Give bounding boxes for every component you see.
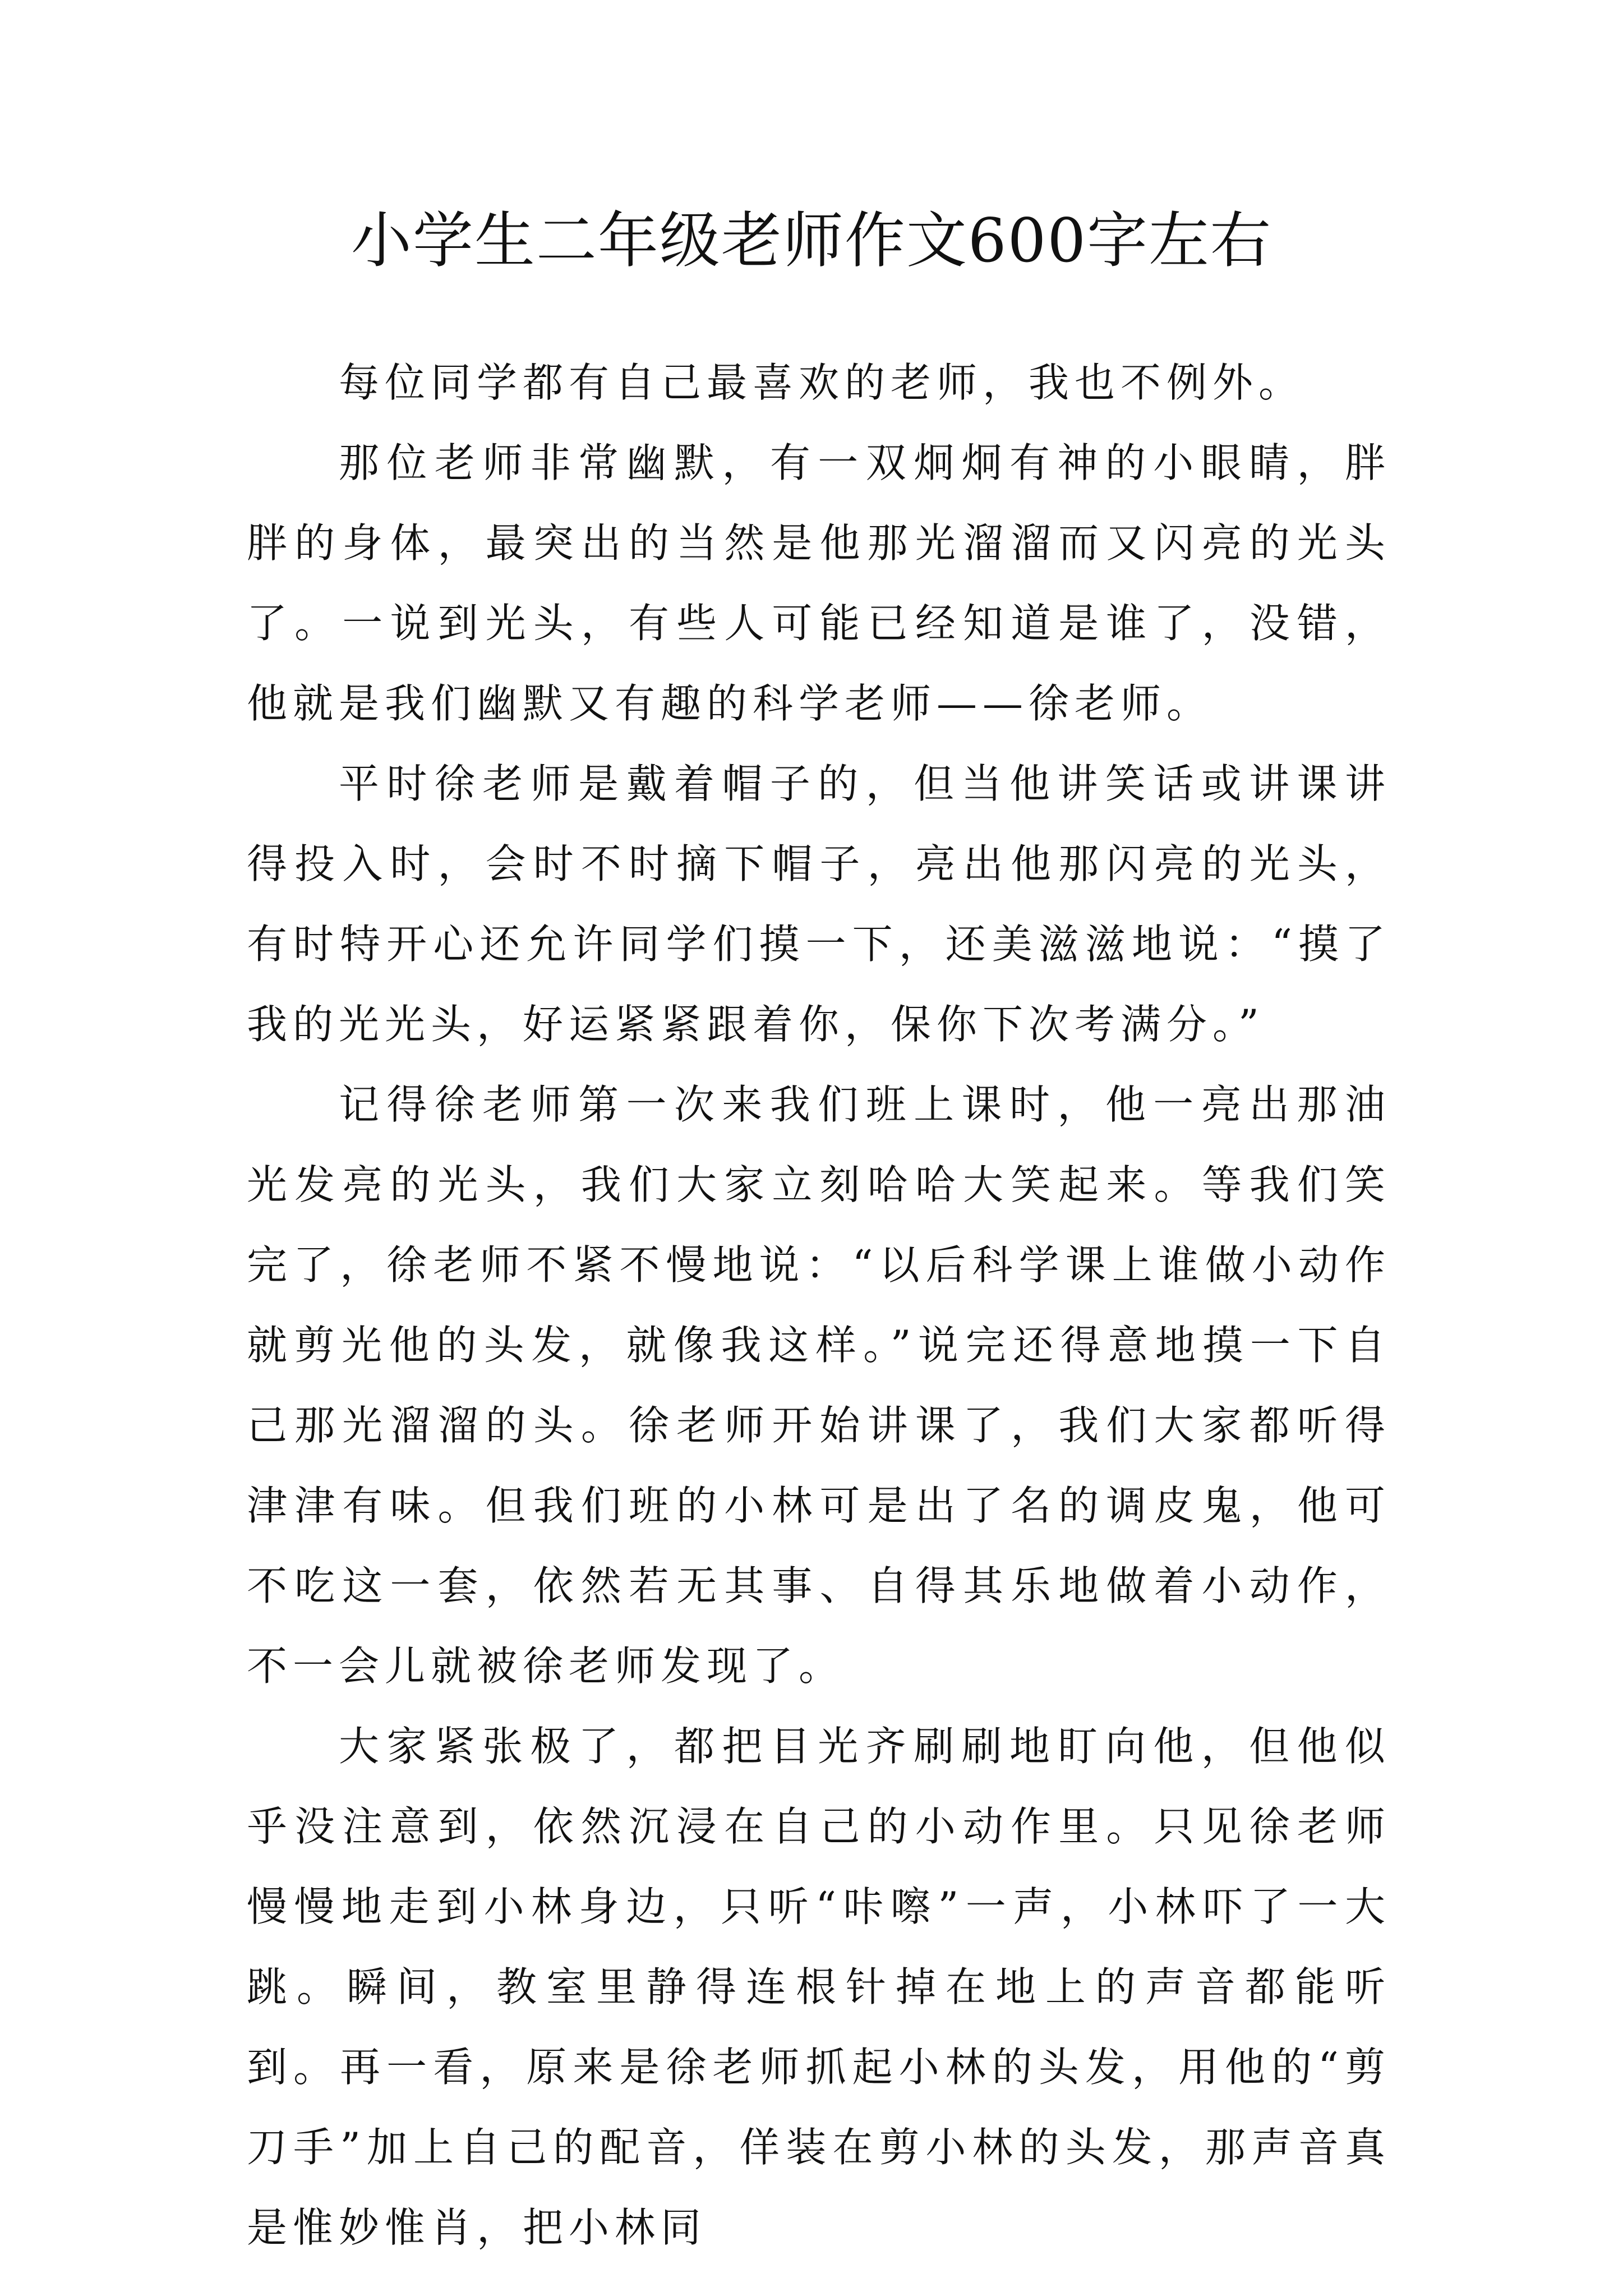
paragraph-1: 每位同学都有自己最喜欢的老师，我也不例外。: [339, 359, 1305, 406]
document-title: 小学生二年级老师作文600字左右: [351, 206, 1272, 276]
paragraph-4: 记得徐老师第一次来我们班上课时，他一亮出那油光发亮的光头，我们大家立刻哈哈大笑起来。等我们笑完了，徐老师不紧不慢地说：“以后科学课上谁做小动作就剪光他的头发，就像我这样。”说完还得意地摸一下自己那光溜溜的头。徐老师开始讲课了，我们大家都听得津津有味。但我们班的小林可是出了名的调皮鬼，他可不吃这一套，依然若无其事、自得其乐地做着小动作，不一会儿就被徐老师发现了。: [247, 1081, 1391, 1690]
document-body: [247, 343, 1391, 2268]
paragraph-2: 那位老师非常幽默，有一双炯炯有神的小眼睛，胖胖的身体，最突出的当然是他那光溜溜而又闪亮的光头了。一说到光头，有些人可能已经知道是谁了，没错，他就是我们幽默又有趣的科学老师——徐老师。: [247, 439, 1391, 727]
paragraph-5: 大家紧张极了，都把目光齐刷刷地盯向他，但他似乎没注意到，依然沉浸在自己的小动作里。只见徐老师慢慢地走到小林身边，只听“咔嚓”一声，小林吓了一大跳。瞬间，教室里静得连根针掉在地上的声音都能听到。再一看，原来是徐老师抓起小林的头发，用他的“剪刀手”加上自己的配音，佯装在剪小林的头发，那声音真是惟妙惟肖，把小林同: [247, 1723, 1391, 2251]
paragraph-3: 平时徐老师是戴着帽子的，但当他讲笑话或讲课讲得投入时，会时不时摘下帽子，亮出他那闪亮的光头，有时特开心还允许同学们摸一下，还美滋滋地说：“摸了我的光光头，好运紧紧跟着你，保你下次考满分。”: [247, 760, 1391, 1048]
